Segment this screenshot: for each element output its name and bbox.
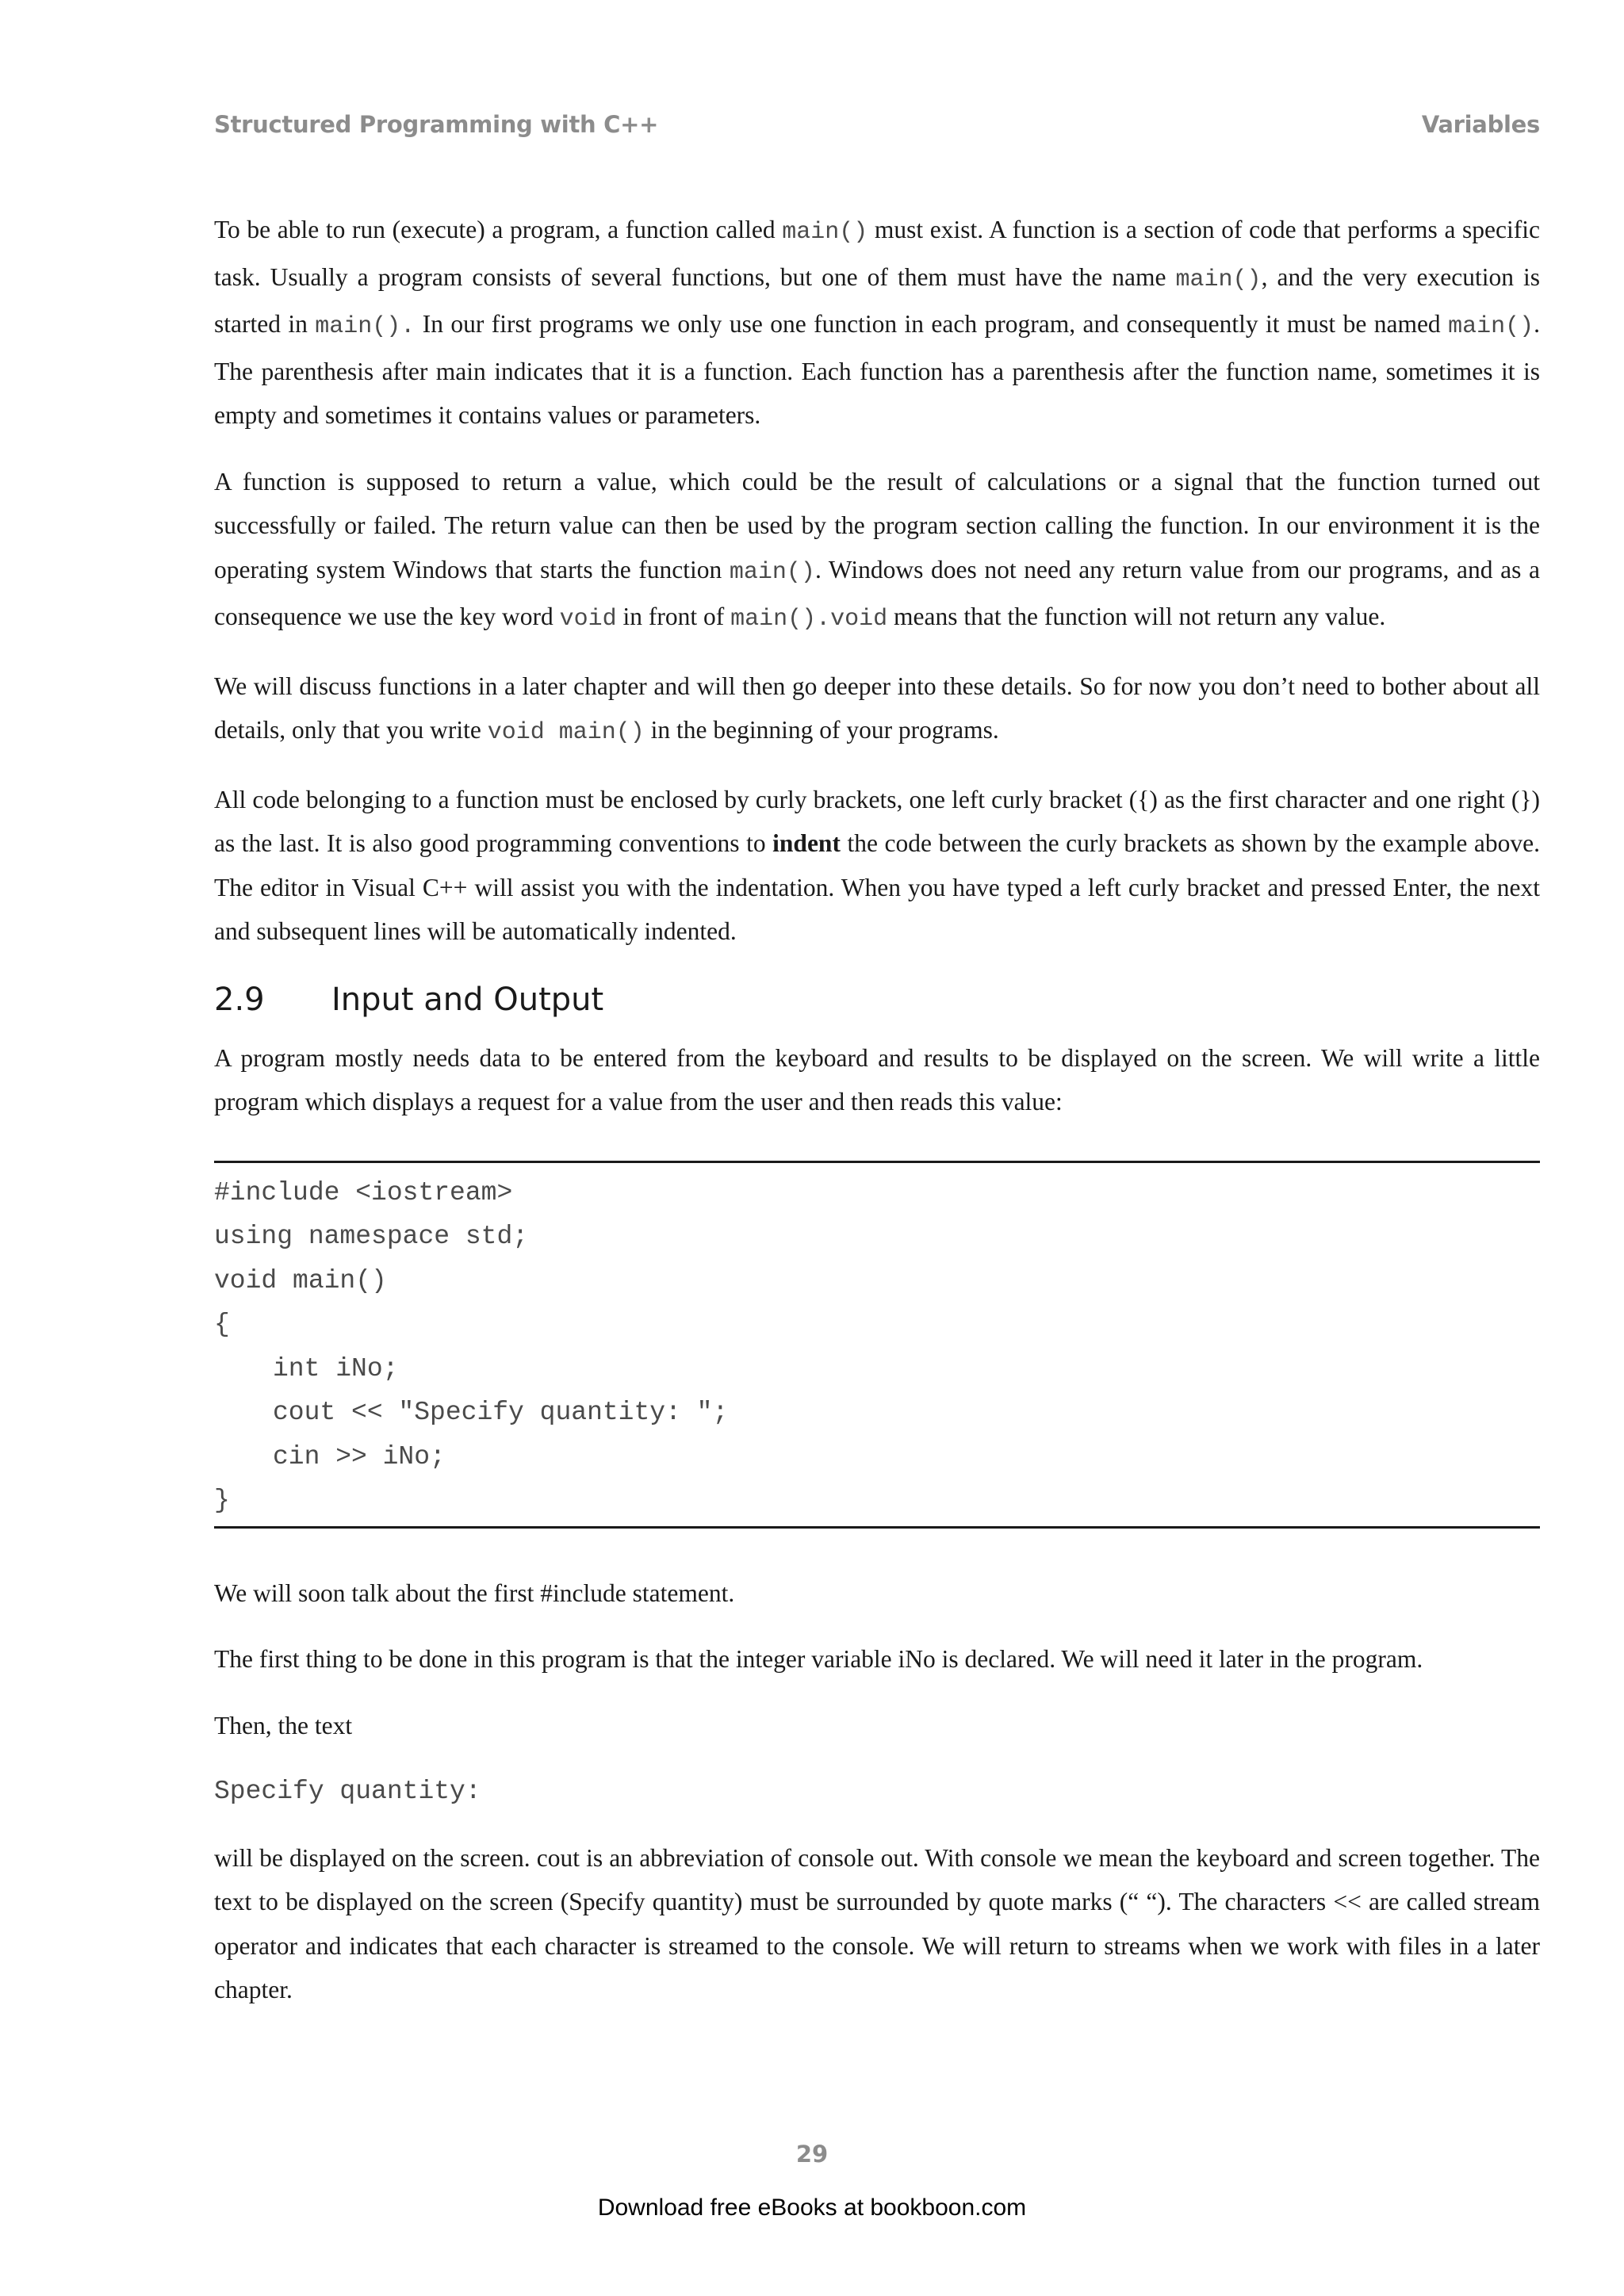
inline-code: void main() [487, 719, 645, 746]
inline-code: main() [729, 558, 815, 586]
inline-code: void [559, 606, 617, 633]
chapter-title: Variables [1421, 111, 1540, 138]
text-run: . Windows does not need any return value from our programs, and as a consequence we use the key word [214, 555, 1540, 630]
code-line: } [214, 1486, 230, 1515]
paragraph-variable-declared: The first thing to be done in this program is that the integer variable iNo is declared. We will need it later in the program. [214, 1645, 1423, 1673]
code-listing [214, 1161, 1540, 1529]
inline-code: main(). [730, 606, 831, 633]
text-run: in front of [616, 603, 731, 630]
section-heading [214, 976, 1540, 1024]
inline-code: void [830, 606, 888, 633]
code-line: { [214, 1310, 230, 1339]
text-run: We will discuss functions in a later chapter and will then go deeper into these details. So for now you don’t need to bother about all details, only that you write [214, 672, 1540, 744]
paragraph-curly-brackets [214, 778, 1540, 954]
running-header [214, 111, 1540, 138]
paragraph-main-function [214, 208, 1540, 438]
text-run: . The parenthesis after main indicates that it is a function. Each function has a parenthesis after the function name, sometimes it is empty and sometimes it contains values or parameters. [214, 310, 1540, 429]
text-run: , and the very execution is started in [214, 262, 1540, 338]
text-run: means that the function will not return any value. [887, 603, 1386, 630]
paragraph-functions-later [214, 664, 1540, 756]
text-run: To be able to run (execute) a program, a function called [214, 216, 783, 243]
main-content [214, 208, 1540, 2034]
code-example-output: Specify quantity: [214, 1777, 481, 1806]
paragraph-cout-explanation: will be displayed on the screen. cout is an abbreviation of console out. With console we mean the keyboard and screen together. The text to be displayed on the screen (Specify quantity) must be surrounded by quote marks (“ “). The characters << are called stream operator and indicates that each character is streamed to the console. We will return to streams when we work with files in a later chapter. [214, 1843, 1540, 2003]
page-number: 29 [795, 2141, 829, 2168]
text-run: in the beginning of your programs. [644, 716, 999, 744]
text-run: All code belonging to a function must be enclosed by curly brackets, one left curly bracket ({) as the first character and one right (}) as the last. It is also good programming conventions to [214, 785, 1540, 857]
code-line: using namespace std; [214, 1222, 529, 1251]
inline-code: main(). [315, 313, 416, 340]
inline-code: main() [782, 219, 868, 246]
paragraph-include-note: We will soon talk about the first #include statement. [214, 1578, 735, 1607]
section-number: 2.9 [214, 981, 265, 1018]
inline-code: main() [1175, 266, 1262, 293]
paragraph-return-value [214, 460, 1540, 642]
footer-promo-link[interactable]: Download free eBooks at bookboon.com [597, 2195, 1027, 2221]
code-line: cin >> iNo; [273, 1441, 446, 1471]
paragraph-input-output-intro: A program mostly needs data to be entered from the keyboard and results to be displayed on the screen. We will write a little program which displays a request for a value from the user and then reads this value: [214, 1043, 1540, 1115]
text-run: A function is supposed to return a value, which could be the result of calculations or a signal that the function turned out successfully or failed. The return value can then be used by the program section calling the function. In our environment it is the operating system Windows that starts the function [214, 467, 1540, 584]
inline-code: main() [1448, 313, 1534, 340]
text-run: In our first programs we only use one function in each program, and consequently it must be named [415, 310, 1449, 338]
text-run: the code between the curly brackets as shown by the example above. The editor in Visual C++ will assist you with the indentation. When you have typed a left curly bracket and pressed Enter, the next and subsequent lines will be automatically indented. [214, 829, 1540, 945]
section-title: Input and Output [331, 981, 604, 1018]
book-title: Structured Programming with C++ [214, 111, 659, 138]
code-line: #include <iostream> [214, 1177, 513, 1207]
code-line: void main() [214, 1265, 387, 1295]
paragraph-then-text: Then, the text [214, 1711, 353, 1739]
bold-term: indent [772, 829, 841, 857]
text-run: must exist. A function is a section of code that performs a specific task. Usually a program consists of several functions, but one of them must have the name [214, 216, 1540, 291]
code-line: cout << "Specify quantity: "; [273, 1398, 729, 1427]
code-line: int iNo; [273, 1353, 399, 1383]
